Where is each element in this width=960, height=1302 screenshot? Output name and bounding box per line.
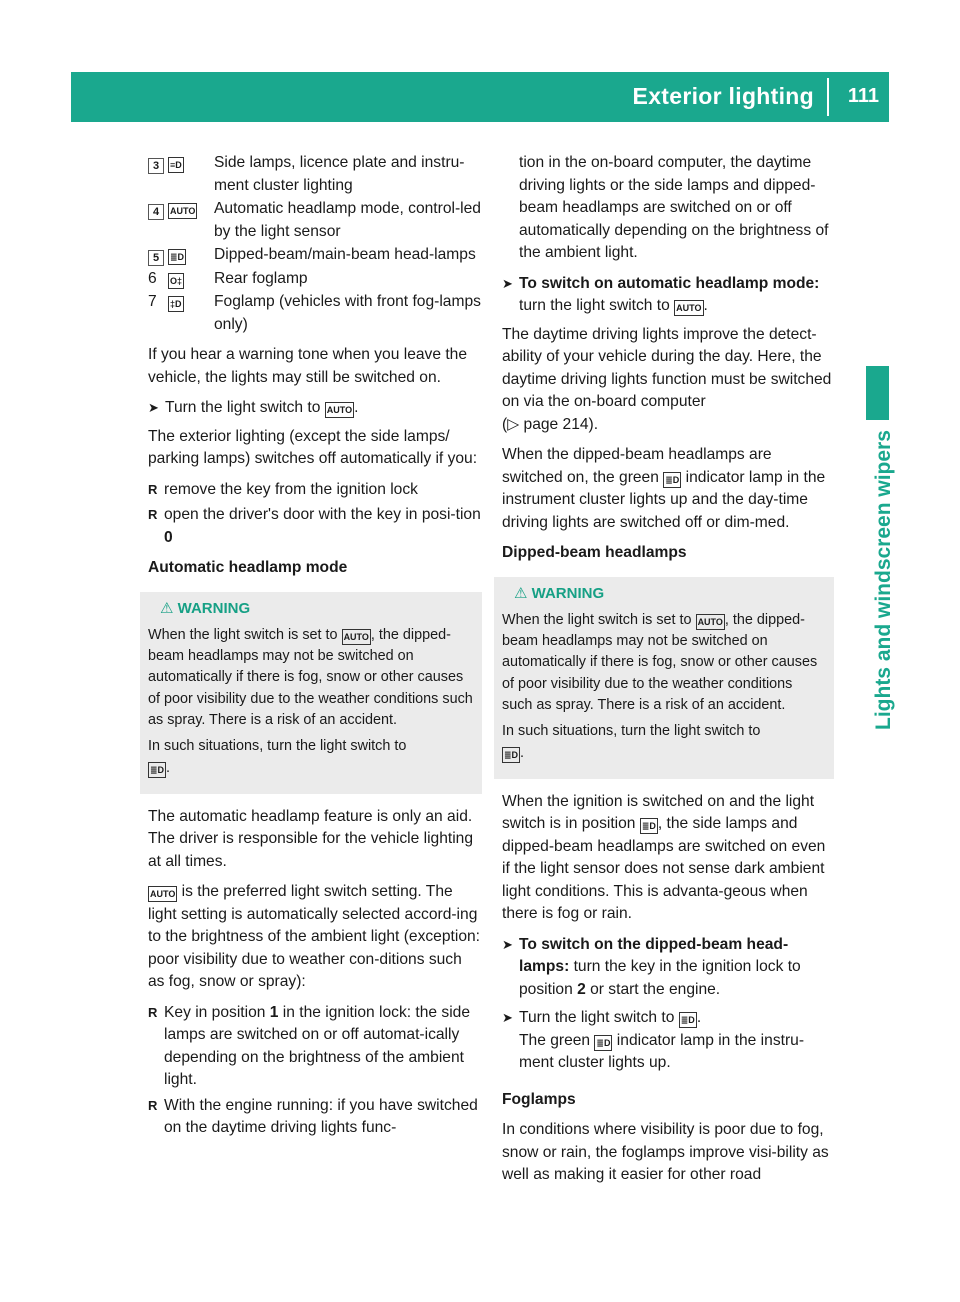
legend-item: 3 ≡D Side lamps, licence plate and instru-ment cluster lighting (148, 152, 482, 197)
list-item: R remove the key from the ignition lock (148, 480, 418, 498)
warning-box: ⚠ WARNING When the light switch is set to AUTO , the dipped-beam headlamps may not be switched on automatically if there is fog, snow or other causes of poor visibility due to the weather conditions such as spray. There is a risk of an accident. In such situations, turn the light switch to ≣D . (494, 577, 834, 779)
instruction-step: ➤ Turn the light switch to ≣D . The green ≣D indicator lamp in the instru-ment cluster lights up. (502, 1009, 805, 1072)
dipped-beam-icon: ≣D (502, 747, 520, 763)
paragraph: The automatic headlamp feature is only an aid. The driver is responsible for the vehicle lighting at all times. (148, 807, 474, 870)
dipped-beam-icon: ≣D (148, 762, 166, 778)
paragraph: The exterior lighting (except the side lamps/ parking lamps) switches off automatically if you: (148, 427, 478, 467)
dipped-beam-icon: ≣D (640, 818, 658, 834)
list-item: R With the engine running: if you have switched on the daytime driving lights func- (148, 1096, 478, 1137)
warning-title: ⚠ WARNING (514, 584, 605, 602)
auto-icon: AUTO (168, 203, 197, 219)
list-item: R Key in position 1 in the ignition lock: the side lamps are switched on or off automat-ically depending on the brightness of the ambient light. (148, 1003, 471, 1089)
side-tab (866, 366, 889, 420)
legend-item: 7 ‡D Foglamp (vehicles with front fog-lamps only) (148, 293, 481, 333)
auto-icon: AUTO (696, 614, 725, 630)
auto-icon: AUTO (325, 402, 354, 418)
warning-box: ⚠ WARNING When the light switch is set to AUTO , the dipped-beam headlamps may not be switched on automatically if there is fog, snow or other causes of poor visibility due to the weather conditions such as spray. There is a risk of an accident. In such situations, turn the light switch to ≣D . (140, 592, 482, 794)
section-heading: Foglamps (502, 1090, 576, 1108)
warning-title: ⚠ WARNING (160, 599, 251, 617)
rear-foglamp-icon: O‡ (168, 273, 184, 289)
legend-item: 4 AUTO Automatic headlamp mode, control-led by the light sensor (148, 198, 482, 243)
dipped-beam-icon: ≣D (168, 249, 186, 265)
section-title: Exterior lighting (632, 83, 814, 109)
auto-icon: AUTO (674, 300, 703, 316)
paragraph: When the ignition is switched on and the light switch is in position ≣D , the side lamps and dipped-beam headlamps are switched on even if the light sensor does not sense dark ambient light conditions. This is advanta-geous when there is fog or rain. (502, 792, 826, 923)
instruction-step: ➤ Turn the light switch to AUTO . (148, 399, 359, 416)
instruction-step: ➤ To switch on automatic headlamp mode: turn the light switch to AUTO . (502, 274, 820, 314)
page-number: 111 (847, 85, 879, 107)
paragraph: When the dipped-beam headlamps are switched on, the green ≣D indicator lamp in the instrument cluster lights up and the day-time driving lights are switched off or dim-med. (502, 446, 826, 531)
dipped-beam-icon: ≣D (663, 472, 681, 488)
section-heading: Automatic headlamp mode (148, 559, 348, 576)
legend-item: 5 ≣D Dipped-beam/main-beam head-lamps (148, 244, 482, 267)
list-item: R open the driver's door with the key in posi-tion 0 (148, 506, 481, 546)
legend-item: 6 O‡ Rear foglamp (148, 269, 308, 287)
column-right (502, 152, 834, 1195)
paragraph: AUTO is the preferred light switch setting. The light setting is automatically selected accord-ing to the brightness of the ambient light (exception: poor visibility due to weather con-ditions such as fog, snow or spray): (148, 883, 480, 991)
auto-icon: AUTO (148, 886, 177, 902)
auto-icon: AUTO (342, 629, 371, 645)
paragraph: The daytime driving lights improve the detect-ability of your vehicle during the day. Here, the daytime driving lights function must be switched on via the on-board computer (▷ page 214). (502, 325, 832, 433)
dipped-beam-icon: ≣D (594, 1035, 612, 1051)
paragraph: tion in the on-board computer, the daytime driving lights or the side lamps and dipped-beam headlamps are switched on or off automatically depending on the brightness of the ambient light. (519, 154, 829, 261)
dipped-beam-icon: ≣D (679, 1012, 697, 1028)
paragraph: If you hear a warning tone when you leave the vehicle, the lights may still be switched on. (148, 346, 468, 386)
column-left (148, 152, 482, 1143)
header-divider (827, 78, 829, 116)
chapter-title: Lights and windscreen wipers (872, 430, 895, 730)
front-foglamp-icon: ‡D (168, 296, 184, 312)
paragraph: In conditions where visibility is poor due to fog, snow or rain, the foglamps improve visi-bility as well as making it easier for other road (502, 1121, 829, 1184)
section-heading: Dipped-beam headlamps (502, 544, 687, 561)
page-header (71, 72, 889, 122)
instruction-step: ➤ To switch on the dipped-beam head-lamps: turn the key in the ignition lock to position 2 or start the engine. (502, 935, 801, 998)
side-lamp-icon: ≡D (168, 157, 184, 173)
